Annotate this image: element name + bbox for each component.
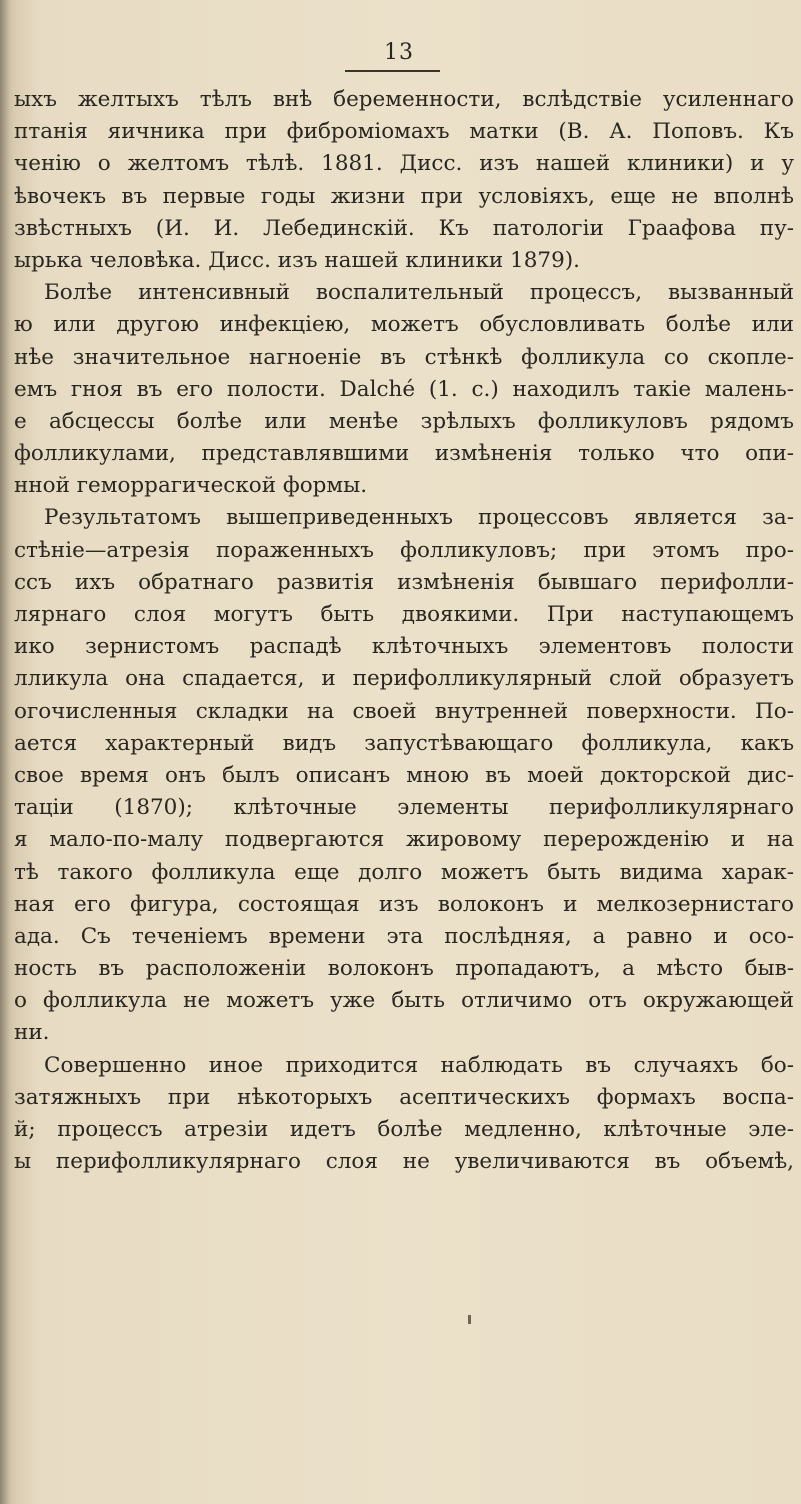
text-line: фолликулами, представлявшими измѣненія только что опи-: [14, 441, 794, 467]
text-line: тѣ такого фолликула еще долго можетъ быть видима харак-: [14, 859, 794, 885]
page-number: 13: [384, 40, 414, 65]
text-line: ѣвочекъ въ первые годы жизни при условіяхъ, еще не вполнѣ: [14, 183, 794, 209]
text-line: я мало-по-малу подвергаются жировому перерожденію и на: [14, 827, 794, 853]
text-line: свое время онъ былъ описанъ мною въ моей докторской дис-: [14, 762, 794, 788]
text-line: лярнаго слоя могутъ быть двоякими. При наступающемъ: [14, 602, 794, 627]
text-line: огочисленныя складки на своей внутренней поверхности. По-: [14, 698, 794, 724]
text-line: таціи (1870); клѣточные элементы перифолликулярнаго: [14, 795, 794, 821]
text-line: ность въ расположеніи волоконъ пропадаютъ, а мѣсто быв-: [14, 956, 794, 982]
text-line: ико зернистомъ распадѣ клѣточныхъ элементовъ полости: [14, 634, 794, 660]
text-line: ыхъ желтыхъ тѣлъ внѣ беременности, вслѣдствіе усиленнаго: [14, 87, 794, 112]
text-line: е абсцессы болѣе или менѣе зрѣлыхъ фолликуловъ рядомъ: [14, 408, 794, 434]
text-line: звѣстныхъ (И. И. Лебединскій. Къ патологіи Граафова пу-: [14, 215, 794, 241]
text-line: стѣніе—атрезія пораженныхъ фолликуловъ; при этомъ про-: [14, 537, 794, 563]
page-number-underline: [345, 70, 440, 72]
text-line: емъ гноя въ его полости. Dalché (1. с.) находилъ такіе малень-: [14, 376, 794, 402]
text-line: ада. Съ теченіемъ времени эта послѣдняя, а равно и осо-: [14, 923, 794, 949]
text-line: о фолликула не можетъ уже быть отличимо отъ окружающей: [14, 988, 794, 1014]
text-line: птанія яичника при фиброміомахъ матки (В. А. Поповъ. Къ: [14, 119, 794, 145]
paragraph-start: Болѣе интенсивный воспалительный процессъ, вызванный: [44, 280, 794, 306]
text-line: ается характерный видъ запустѣвающаго фолликула, какъ: [14, 730, 794, 756]
text-line: ная его фигура, состоящая изъ волоконъ и мелкозернистаго: [14, 891, 794, 917]
page-gutter-shadow: [0, 0, 10, 1504]
paragraph-start: Совершенно иное приходится наблюдать въ случаяхъ бо-: [44, 1052, 794, 1078]
print-speck: [468, 1315, 471, 1324]
text-line: ы перифолликулярнаго слоя не увеличиваются въ объемѣ,: [14, 1149, 794, 1175]
text-line: ырька человѣка. Дисс. изъ нашей клиники 1879).: [14, 247, 580, 273]
text-line: затяжныхъ при нѣкоторыхъ асептическихъ формахъ воспа-: [14, 1084, 794, 1110]
text-line: нной геморрагической формы.: [14, 473, 368, 499]
text-line: ссъ ихъ обратнаго развитія измѣненія бывшаго перифолли-: [14, 569, 794, 595]
text-line: нѣе значительное нагноеніе въ стѣнкѣ фолликула со скопле-: [14, 344, 794, 370]
text-line: ю или другою инфекціею, можетъ обусловливать болѣе или: [14, 312, 794, 338]
paragraph-start: Результатомъ вышеприведенныхъ процессовъ является за-: [44, 505, 794, 531]
text-line: й; процессъ атрезіи идетъ болѣе медленно, клѣточные эле-: [14, 1117, 794, 1142]
text-line: лликула она спадается, и перифолликулярный слой образуетъ: [14, 666, 794, 692]
text-line: ченію о желтомъ тѣлѣ. 1881. Дисс. изъ нашей клиники) и у: [14, 151, 794, 177]
text-line: ни.: [14, 1020, 50, 1046]
body-text: [14, 84, 794, 1178]
